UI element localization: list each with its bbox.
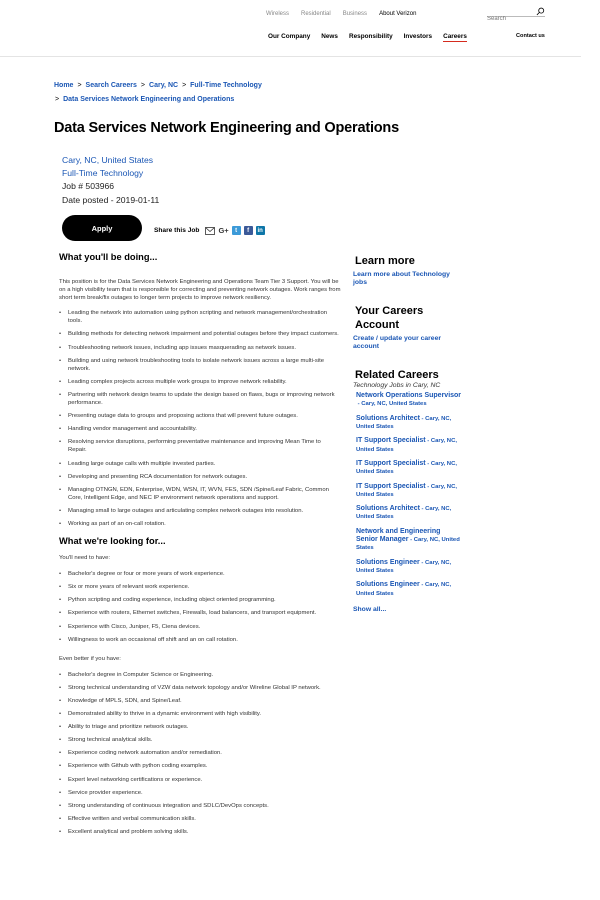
related-careers-list bbox=[353, 392, 463, 598]
better-list-item: • Bachelor's degree in Computer Science or Engineering. bbox=[59, 671, 341, 679]
nav-careers[interactable]: Careers bbox=[443, 33, 467, 40]
job-description bbox=[59, 252, 341, 841]
better-intro: Even better if you have: bbox=[59, 655, 121, 662]
related-job-title: Solutions Engineer bbox=[356, 581, 420, 589]
email-icon[interactable] bbox=[205, 227, 215, 235]
breadcrumb-search-careers[interactable]: Search Careers bbox=[85, 82, 137, 89]
doing-list-item: • Managing OTNGN, EDN, Enterprise, WDN, WSN, IT, WVN, FES, SDN /Spine/Leaf Fabric, Common Core, Intelligent Edge, and NEC IP environment network operations and support. bbox=[59, 486, 341, 502]
doing-list-item: • Building and using network troubleshooting tools to isolate network issues across a large multi-site network. bbox=[59, 357, 341, 373]
learn-more-link[interactable]: Learn more about Technology jobs bbox=[353, 271, 450, 287]
related-job-separator: - bbox=[425, 438, 431, 445]
related-job-title: Network and Engineering Senior Manager bbox=[356, 527, 441, 544]
doing-list-item: • Leading the network into automation using python scripting and network management/orchestration tools. bbox=[59, 309, 341, 325]
facebook-icon[interactable]: f bbox=[244, 226, 253, 235]
google-plus-icon[interactable]: G+ bbox=[218, 226, 229, 235]
nav-our-company[interactable]: Our Company bbox=[268, 33, 311, 40]
related-job-title: IT Support Specialist bbox=[356, 437, 426, 445]
job-category-link[interactable]: Full-Time Technology bbox=[62, 168, 144, 179]
related-careers-subtitle: Technology Jobs in Cary, NC bbox=[353, 382, 441, 390]
doing-list-item: • Handling vendor management and accountability. bbox=[59, 425, 341, 433]
job-meta bbox=[62, 154, 159, 207]
main-nav bbox=[268, 33, 478, 42]
better-list-item: • Excellent analytical and problem solving skills. bbox=[59, 828, 341, 836]
breadcrumb-current-wrap bbox=[54, 93, 354, 107]
better-list-item: • Strong understanding of continuous integration and SDLC/DevOps concepts. bbox=[59, 802, 341, 810]
doing-list-item: • Developing and presenting RCA documentation for network outages. bbox=[59, 473, 341, 481]
job-number: Job # 503966 bbox=[62, 181, 115, 192]
better-list-item: • Effective written and verbal communication skills. bbox=[59, 815, 341, 823]
search-input[interactable] bbox=[487, 15, 533, 24]
doing-list-item: • Leading large outage calls with multiple invested parties. bbox=[59, 460, 341, 468]
utility-link-wireless[interactable]: Wireless bbox=[266, 11, 290, 17]
need-list-item: • Willingness to work an occasional off shift and an on call rotation. bbox=[59, 636, 341, 644]
related-job-location: Cary, NC, United States bbox=[356, 438, 457, 453]
search-box bbox=[487, 7, 545, 17]
related-job-location: Cary, NC, United States bbox=[356, 559, 452, 574]
related-job-link[interactable] bbox=[356, 392, 463, 409]
share-label: Share this Job bbox=[154, 227, 200, 234]
job-date-posted: Date posted - 2019-01-11 bbox=[62, 194, 160, 205]
related-job-link[interactable] bbox=[356, 505, 463, 522]
related-job-location: Cary, NC, United States bbox=[356, 415, 452, 431]
doing-list-item: • Leading complex projects across multiple work groups to improve network reliability. bbox=[59, 378, 341, 386]
breadcrumb-current[interactable]: Data Services Network Engineering and Operations bbox=[63, 96, 235, 103]
nav-responsibility[interactable]: Responsibility bbox=[348, 33, 393, 40]
better-list-item: • Expert level networking certifications or experience. bbox=[59, 776, 341, 784]
related-job-separator: - bbox=[425, 483, 431, 490]
twitter-icon[interactable]: t bbox=[232, 226, 241, 235]
doing-list-item: • Building methods for detecting network impairment and potential outages before they impact customers. bbox=[59, 330, 341, 338]
learn-more-heading: Learn more bbox=[355, 255, 415, 267]
related-job-location: Cary, NC, United States bbox=[356, 537, 460, 552]
page-title: Data Services Network Engineering and Operations bbox=[54, 120, 399, 136]
nav-investors[interactable]: Investors bbox=[403, 33, 433, 40]
sidebar bbox=[353, 254, 463, 613]
breadcrumb bbox=[54, 79, 354, 107]
related-job-separator: - bbox=[419, 415, 426, 422]
doing-list-item: • Troubleshooting network issues, including app issues masquerading as network issues. bbox=[59, 344, 341, 352]
breadcrumb-full-time-technology[interactable]: Full-Time Technology bbox=[190, 82, 262, 89]
need-list-item: • Six or more years of relevant work experience. bbox=[59, 583, 341, 591]
need-list-item: • Bachelor's degree or four or more years of work experience. bbox=[59, 570, 341, 578]
related-job-link[interactable] bbox=[356, 559, 463, 576]
job-summary: This position is for the Data Services Network Engineering and Operations Team Tier 3 Support. You will be on a high visibility team that is responsible for correcting and preventing network outages. Work ranges from short term break/fix outages to longer term projects to improve network resiliency. bbox=[59, 279, 341, 302]
related-job-title: Network Operations Supervisor bbox=[356, 392, 462, 400]
section-heading-looking: What we're looking for... bbox=[59, 536, 166, 547]
related-job-link[interactable] bbox=[356, 528, 463, 553]
better-list-item: • Knowledge of MPLS, SDN, and Spine/Leaf. bbox=[59, 697, 341, 705]
doing-list-item: • Partnering with network design teams to update the design based on flaws, bugs or improving network performance. bbox=[59, 391, 341, 407]
doing-list bbox=[59, 309, 341, 528]
related-job-location: Cary, NC, United States bbox=[356, 506, 452, 521]
doing-list-item: • Resolving service disruptions, performing preventative maintenance and improving Mean Time to Repair. bbox=[59, 438, 341, 454]
nav-news[interactable]: News bbox=[321, 33, 338, 40]
related-job-link[interactable] bbox=[356, 437, 463, 454]
related-job-link[interactable] bbox=[356, 483, 463, 500]
related-job-separator: - bbox=[356, 401, 362, 408]
related-job-separator: - bbox=[419, 582, 426, 589]
breadcrumb-separator: > bbox=[182, 82, 187, 89]
need-list-item: • Experience with Cisco, Juniper, F5, Ciena devices. bbox=[59, 623, 341, 631]
related-job-title: Solutions Architect bbox=[356, 505, 420, 513]
better-list-item: • Experience with Github with python coding examples. bbox=[59, 762, 341, 770]
doing-list-item: • Working as part of an on-call rotation. bbox=[59, 520, 341, 528]
related-job-location: Cary, NC, United States bbox=[361, 401, 427, 408]
related-job-separator: - bbox=[419, 559, 426, 566]
careers-account-link[interactable]: Create / update your career account bbox=[353, 334, 442, 350]
utility-link-about-verizon[interactable]: About Verizon bbox=[379, 11, 417, 17]
breadcrumb-separator: > bbox=[55, 96, 60, 103]
search-icon[interactable] bbox=[536, 7, 545, 16]
doing-list-item: • Presenting outage data to groups and proposing actions that will prevent future outages. bbox=[59, 412, 341, 420]
related-job-location: Cary, NC, United States bbox=[356, 483, 457, 498]
show-all-link[interactable]: Show all... bbox=[353, 605, 387, 613]
utility-link-business[interactable]: Business bbox=[342, 11, 368, 17]
better-list-item: • Strong technical understanding of VZW data network topology and/or Wireline Global IP network. bbox=[59, 684, 341, 692]
better-list-item: • Strong technical analytical skills. bbox=[59, 736, 341, 744]
better-list-item: • Experience coding network automation and/or remediation. bbox=[59, 749, 341, 757]
linkedin-icon[interactable]: in bbox=[257, 227, 263, 234]
related-job-title: Solutions Engineer bbox=[356, 558, 420, 566]
share-bar bbox=[154, 226, 268, 235]
breadcrumb-separator: > bbox=[77, 82, 82, 89]
related-job-separator: - bbox=[425, 460, 431, 467]
related-job-title: IT Support Specialist bbox=[356, 482, 426, 490]
breadcrumb-home[interactable]: Home bbox=[54, 82, 74, 89]
doing-list-item: • Managing small to large outages and articulating complex network outages into resolution. bbox=[59, 507, 341, 515]
related-job-link[interactable] bbox=[356, 415, 463, 432]
header-divider bbox=[0, 56, 581, 57]
careers-account-heading: Your Careers Account bbox=[355, 304, 424, 331]
better-list bbox=[59, 671, 341, 836]
related-job-separator: - bbox=[408, 537, 414, 544]
related-job-title: IT Support Specialist bbox=[356, 459, 426, 467]
breadcrumb-cary-nc[interactable]: Cary, NC bbox=[149, 82, 179, 89]
related-job-link[interactable] bbox=[356, 581, 463, 598]
better-list-item: • Service provider experience. bbox=[59, 789, 341, 797]
apply-button[interactable]: Apply bbox=[62, 215, 142, 241]
related-job-separator: - bbox=[419, 506, 426, 513]
related-job-location: Cary, NC, United States bbox=[356, 460, 457, 476]
need-list-item: • Experience with routers, Ethernet switches, Firewalls, load balancers, and transport equipment. bbox=[59, 609, 341, 617]
better-list-item: • Demonstrated ability to thrive in a dynamic environment with high visibility. bbox=[59, 710, 341, 718]
need-intro: You'll need to have: bbox=[59, 555, 111, 562]
related-job-link[interactable] bbox=[356, 460, 463, 477]
related-job-title: Solutions Architect bbox=[356, 414, 420, 422]
better-list-item: • Ability to triage and prioritize network outages. bbox=[59, 723, 341, 731]
need-list bbox=[59, 570, 341, 644]
utility-link-residential[interactable]: Residential bbox=[301, 11, 331, 17]
contact-us-link[interactable]: Contact us bbox=[516, 33, 545, 39]
related-job-location: Cary, NC, United States bbox=[356, 582, 452, 597]
job-location-link[interactable]: Cary, NC, United States bbox=[62, 155, 154, 165]
section-heading-doing: What you'll be doing... bbox=[59, 252, 158, 262]
breadcrumb-separator: > bbox=[140, 82, 146, 89]
need-list-item: • Python scripting and coding experience, including object oriented programming. bbox=[59, 596, 341, 604]
utility-nav bbox=[266, 11, 428, 17]
related-careers-heading: Related Careers bbox=[355, 369, 439, 382]
